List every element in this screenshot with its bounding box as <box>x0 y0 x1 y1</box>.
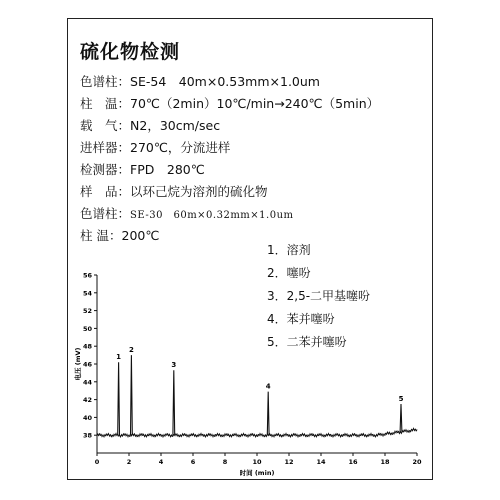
condition-label: 载 气 <box>80 118 118 133</box>
condition-label: 检测器 <box>80 162 118 177</box>
condition-value: 70℃（2min）10℃/min→240℃（5min） <box>130 96 380 111</box>
peak-4 <box>267 392 269 436</box>
condition-label: 进样器 <box>80 140 118 155</box>
y-tick-label: 40 <box>82 413 92 422</box>
x-tick-label: 16 <box>348 458 358 466</box>
x-tick-label: 14 <box>316 458 326 466</box>
page-title: 硫化物检测 <box>80 41 181 63</box>
legend-item: 5．二苯并噻吩 <box>267 335 347 349</box>
condition-row: 进样器：270℃，分流进样 <box>80 137 379 159</box>
x-tick-label: 18 <box>380 458 390 466</box>
condition-label: 柱 温 <box>80 228 109 243</box>
y-axis-label: 电压 (mV) <box>74 347 82 381</box>
x-tick-label: 0 <box>94 458 100 466</box>
legend-item: 3．2,5-二甲基噻吩 <box>267 289 371 303</box>
peak-label: 1 <box>116 353 122 362</box>
peak-2 <box>131 355 133 435</box>
condition-value: 270℃，分流进样 <box>130 140 231 155</box>
y-tick-label: 54 <box>82 289 92 298</box>
condition-label: 柱 温 <box>80 96 118 111</box>
condition-label: 样 品 <box>80 184 118 199</box>
y-tick-label: 50 <box>82 324 92 333</box>
y-tick-label: 52 <box>82 307 92 316</box>
condition-value: FPD 280℃ <box>130 162 205 177</box>
x-tick-label: 8 <box>222 458 228 466</box>
peak-5 <box>400 404 402 432</box>
x-tick-label: 12 <box>284 458 294 466</box>
legend-item: 1．溶剂 <box>267 243 311 257</box>
condition-row: 色谱柱：SE-54 40m×0.53mm×1.0um <box>80 71 379 93</box>
peak-label: 2 <box>128 346 134 355</box>
condition-value: N2，30cm/sec <box>130 118 221 133</box>
condition-value: SE-54 40m×0.53mm×1.0um <box>130 74 320 89</box>
y-tick-label: 44 <box>82 378 92 387</box>
x-tick-label: 4 <box>158 458 164 466</box>
chromatogram-card <box>67 18 433 480</box>
x-tick-label: 6 <box>190 458 196 466</box>
condition-row: 样 品：以环己烷为溶剂的硫化物 <box>80 181 379 203</box>
chromatogram-plot <box>68 19 434 481</box>
y-tick-label: 46 <box>82 360 92 369</box>
condition-label: 色谱柱 <box>80 206 118 221</box>
y-tick-label: 48 <box>82 342 92 351</box>
peak-1 <box>118 362 120 435</box>
x-tick-label: 10 <box>252 458 262 466</box>
y-tick-label: 38 <box>82 431 92 440</box>
y-tick-label: 56 <box>82 271 92 280</box>
condition-value: SE-30 60m×0.32mm×1.0um <box>130 210 294 221</box>
peak-label: 3 <box>171 361 177 370</box>
condition-row: 柱 温：70℃（2min）10℃/min→240℃（5min） <box>80 93 379 115</box>
y-tick-label: 42 <box>82 396 92 405</box>
x-axis-label: 时间 (min) <box>239 469 275 477</box>
condition-row: 检测器：FPD 280℃ <box>80 159 379 181</box>
x-tick-label: 20 <box>412 458 422 466</box>
condition-row: 柱 温：200℃ <box>80 225 379 247</box>
x-tick-label: 2 <box>126 458 132 466</box>
peak-label: 5 <box>398 395 404 404</box>
condition-value: 200℃ <box>121 228 160 243</box>
condition-label: 色谱柱 <box>80 74 118 89</box>
condition-row: 载 气：N2，30cm/sec <box>80 115 379 137</box>
condition-row: 色谱柱：SE-30 60m×0.32mm×1.0um <box>80 203 379 225</box>
peak-3 <box>173 370 175 435</box>
condition-value: 以环己烷为溶剂的硫化物 <box>130 184 268 199</box>
legend-item: 2．噻吩 <box>267 266 311 280</box>
legend-item: 4．苯并噻吩 <box>267 312 335 326</box>
baseline-trace <box>97 428 417 437</box>
peak-label: 4 <box>265 382 271 391</box>
